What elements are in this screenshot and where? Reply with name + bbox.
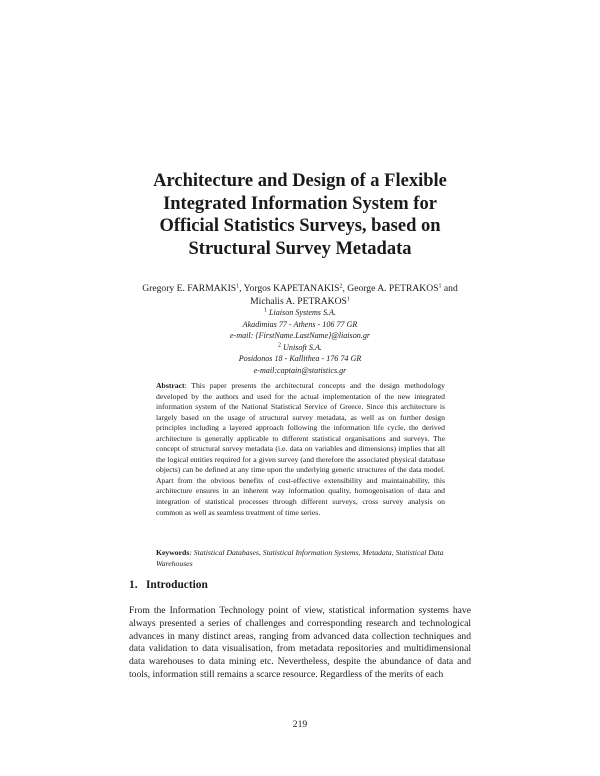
affiliation-marker: 1 [236,283,240,290]
section-number: 1. [129,579,138,591]
abstract-label: Abstract [156,381,185,390]
affiliation-email: e-mail: {FirstName.LastName}@liaison.gr [229,331,371,341]
title-line: Structural Survey Metadata [188,238,412,259]
body-paragraph: From the Information Technology point of view, statistical information systems have always presented a series of challenges and corresponding research and technological advances in many distinct areas, ranging from advanced data collection techniques and data validation to data visualisation, from metadata repositories and multidimensional data warehouses to data mining etc. Nevertheless, despite the abundance of data and tools, information still remains a scarce resource. Regardless of the merits of each [129,605,471,680]
affiliation-marker: 1 [346,296,350,302]
affiliation-org [150,342,450,354]
paper-title [100,170,500,260]
affiliation-marker: 2 [278,342,282,349]
affiliations [150,307,450,377]
keywords-label: Keywords [156,548,190,557]
section-title: Introduction [146,579,208,591]
author-list [120,283,480,308]
author-name: , George A. PETRAKOS [342,283,439,294]
affiliation-marker: 2 [339,283,343,290]
affiliation-marker: 1 [438,283,442,290]
title-line: Integrated Information System for [163,193,437,214]
affiliation-address: Akadimias 77 - Athens - 106 77 GR [242,319,358,329]
abstract [156,381,445,518]
affiliation-marker: 1 [263,307,267,314]
author-name: , Yorgos KAPETANAKIS [239,283,340,294]
section-heading [129,578,469,592]
organization-name: Unisoft S.A. [281,342,322,352]
title-line: Architecture and Design of a Flexible [153,171,447,191]
keywords-text: : Statistical Databases, Statistical Information Systems, Metadata, Statistical Data Warehouses [156,548,444,568]
affiliation-address: Posidonos 18 - Kallithea - 176 74 GR [238,354,362,364]
organization-name: Liaison Systems S.A. [266,308,337,317]
keywords [156,548,445,569]
affiliation-email: e-mail:captain@statistics.gr [253,365,347,375]
title-line: Official Statistics Surveys, based on [159,216,441,236]
author-line [120,283,480,296]
abstract-text: : This paper presents the architectural concepts and the design methodology developed by the authors and used for the actual implementation of the new integrated information system of the National Statistical Service of Greece. Since this architecture is largely based on the usage of structural survey metadata, as well as on further design principles including a layered approach following the information life cycle, the derived architecture is generally applicable to different statistical organisations and surveys. The concept of structural survey metadata (i.e. data on variables and dimensions) implies that all the logical entities required for a given survey (and therefore the associated physical database objects) can be defined at any time upon the underlying generic structures of the data model. Apart from the obvious benefits of cost-effective extensibility and maintainability, this architecture ensures in an inherent way information quality, homogenisation of data and integration of statistical processes through different surveys, cross survey analysis on common as well as seamless treatment of time series. [156,381,445,517]
affiliation-org [150,307,450,319]
author-name: Gregory E. FARMAKIS [142,283,237,294]
page-number: 219 [292,719,308,730]
author-conjunction: and [441,283,458,294]
author-name: Michalis A. PETRAKOS [250,295,347,307]
